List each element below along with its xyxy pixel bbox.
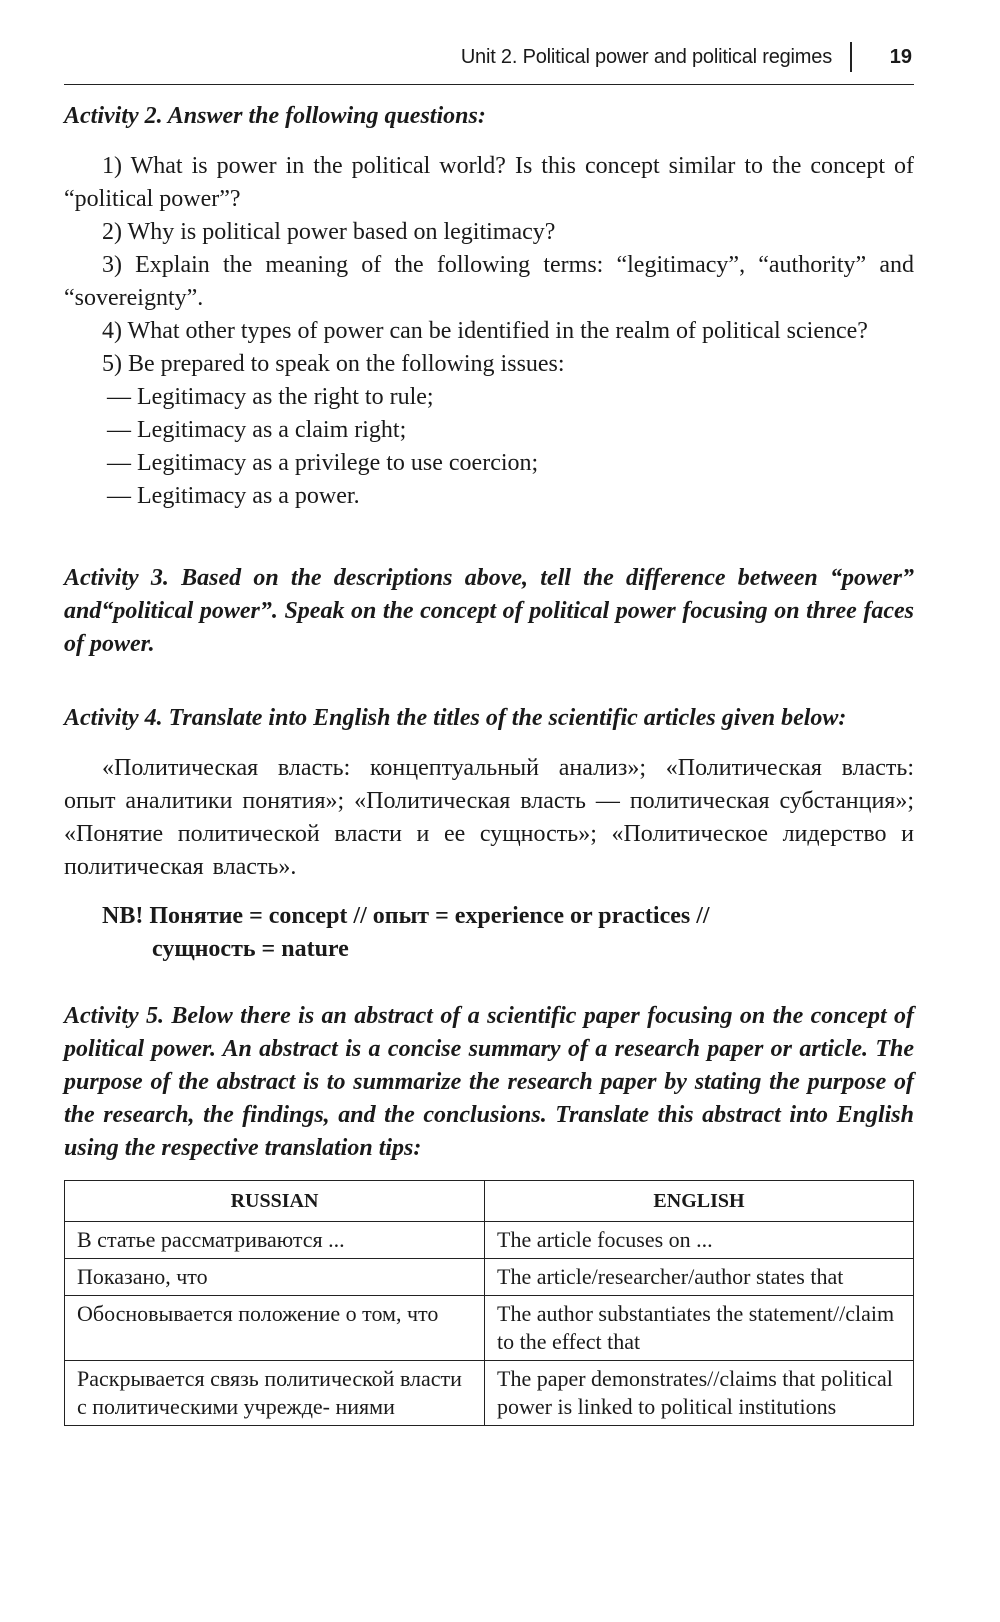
question-3: 3) Explain the meaning of the following terms: “legitimacy”, “authority” and “sovereignty”. — [64, 252, 914, 311]
cell-english: The author substantiates the statement//claim to the effect that — [485, 1296, 914, 1361]
nb-line-1: NB! Понятие = concept // опыт = experience or practices // — [102, 903, 710, 929]
cell-english: The paper demonstrates//claims that political power is linked to political institutions — [485, 1361, 914, 1426]
issue-item: — Legitimacy as the right to rule; — [107, 384, 434, 410]
question-2: 2) Why is political power based on legitimacy? — [102, 219, 556, 245]
translation-tips-table-wrap — [64, 1180, 914, 1426]
page — [64, 0, 914, 1622]
activity-3 — [64, 562, 914, 661]
table-row — [65, 1222, 914, 1259]
table-row — [65, 1361, 914, 1426]
table-header-row — [65, 1181, 914, 1222]
activity-2 — [64, 100, 914, 513]
issue-item: — Legitimacy as a claim right; — [107, 417, 407, 443]
question-5: 5) Be prepared to speak on the following issues: — [102, 351, 565, 377]
cell-russian: Раскрывается связь политической власти с политическими учрежде- ниями — [65, 1361, 485, 1426]
issue-item: — Legitimacy as a privilege to use coercion; — [107, 450, 539, 476]
nb-line-2: сущность = nature — [152, 936, 349, 962]
activity-4 — [64, 702, 914, 966]
header-separator — [850, 42, 852, 72]
activity-3-title: Activity 3. Based on the descriptions above, tell the difference between “power” and“political power”. Speak on the concept of political power focusing on three faces of power. — [64, 565, 914, 657]
activity-5 — [64, 1000, 914, 1165]
question-4: 4) What other types of power can be identified in the realm of political science? — [102, 318, 868, 344]
cell-english: The article/researcher/author states that — [485, 1259, 914, 1296]
activity-2-title: Activity 2. Answer the following questions: — [64, 103, 486, 129]
cell-english: The article focuses on ... — [485, 1222, 914, 1259]
activity-5-title: Activity 5. Below there is an abstract of a scientific paper focusing on the concept of political power. An abstract is a concise summary of a research paper or article. The purpose of the abstract is to summarize the research paper by stating the purpose of the research, the findings, and the conclusions. Translate this abstract into English using the respective translation tips: — [64, 1003, 914, 1161]
article-titles: «Политическая власть: концептуальный анализ»; «Политическая власть: опыт аналитики понятия»; «Политическая власть — политическая субстанция»; «Понятие политической власти и ее сущность»; «Политическое лидерство и политическая власть». — [64, 755, 914, 880]
issue-item: — Legitimacy as a power. — [107, 483, 360, 509]
table-row — [65, 1296, 914, 1361]
cell-russian: Показано, что — [65, 1259, 485, 1296]
header-title: Unit 2. Political power and political regimes — [460, 46, 832, 68]
activity-4-title: Activity 4. Translate into English the titles of the scientific articles given below: — [64, 705, 847, 731]
cell-russian: В статье рассматриваются ... — [65, 1222, 485, 1259]
translation-tips-table — [64, 1180, 914, 1426]
header-english: ENGLISH — [485, 1181, 914, 1222]
question-1: 1) What is power in the political world? Is this concept similar to the concept of “political power”? — [64, 153, 914, 212]
table-row — [65, 1259, 914, 1296]
cell-russian: Обосновывается положение о том, что — [65, 1296, 485, 1361]
nb-note — [64, 900, 914, 966]
running-header — [64, 44, 914, 85]
page-number: 19 — [889, 46, 912, 68]
header-russian: RUSSIAN — [65, 1181, 485, 1222]
